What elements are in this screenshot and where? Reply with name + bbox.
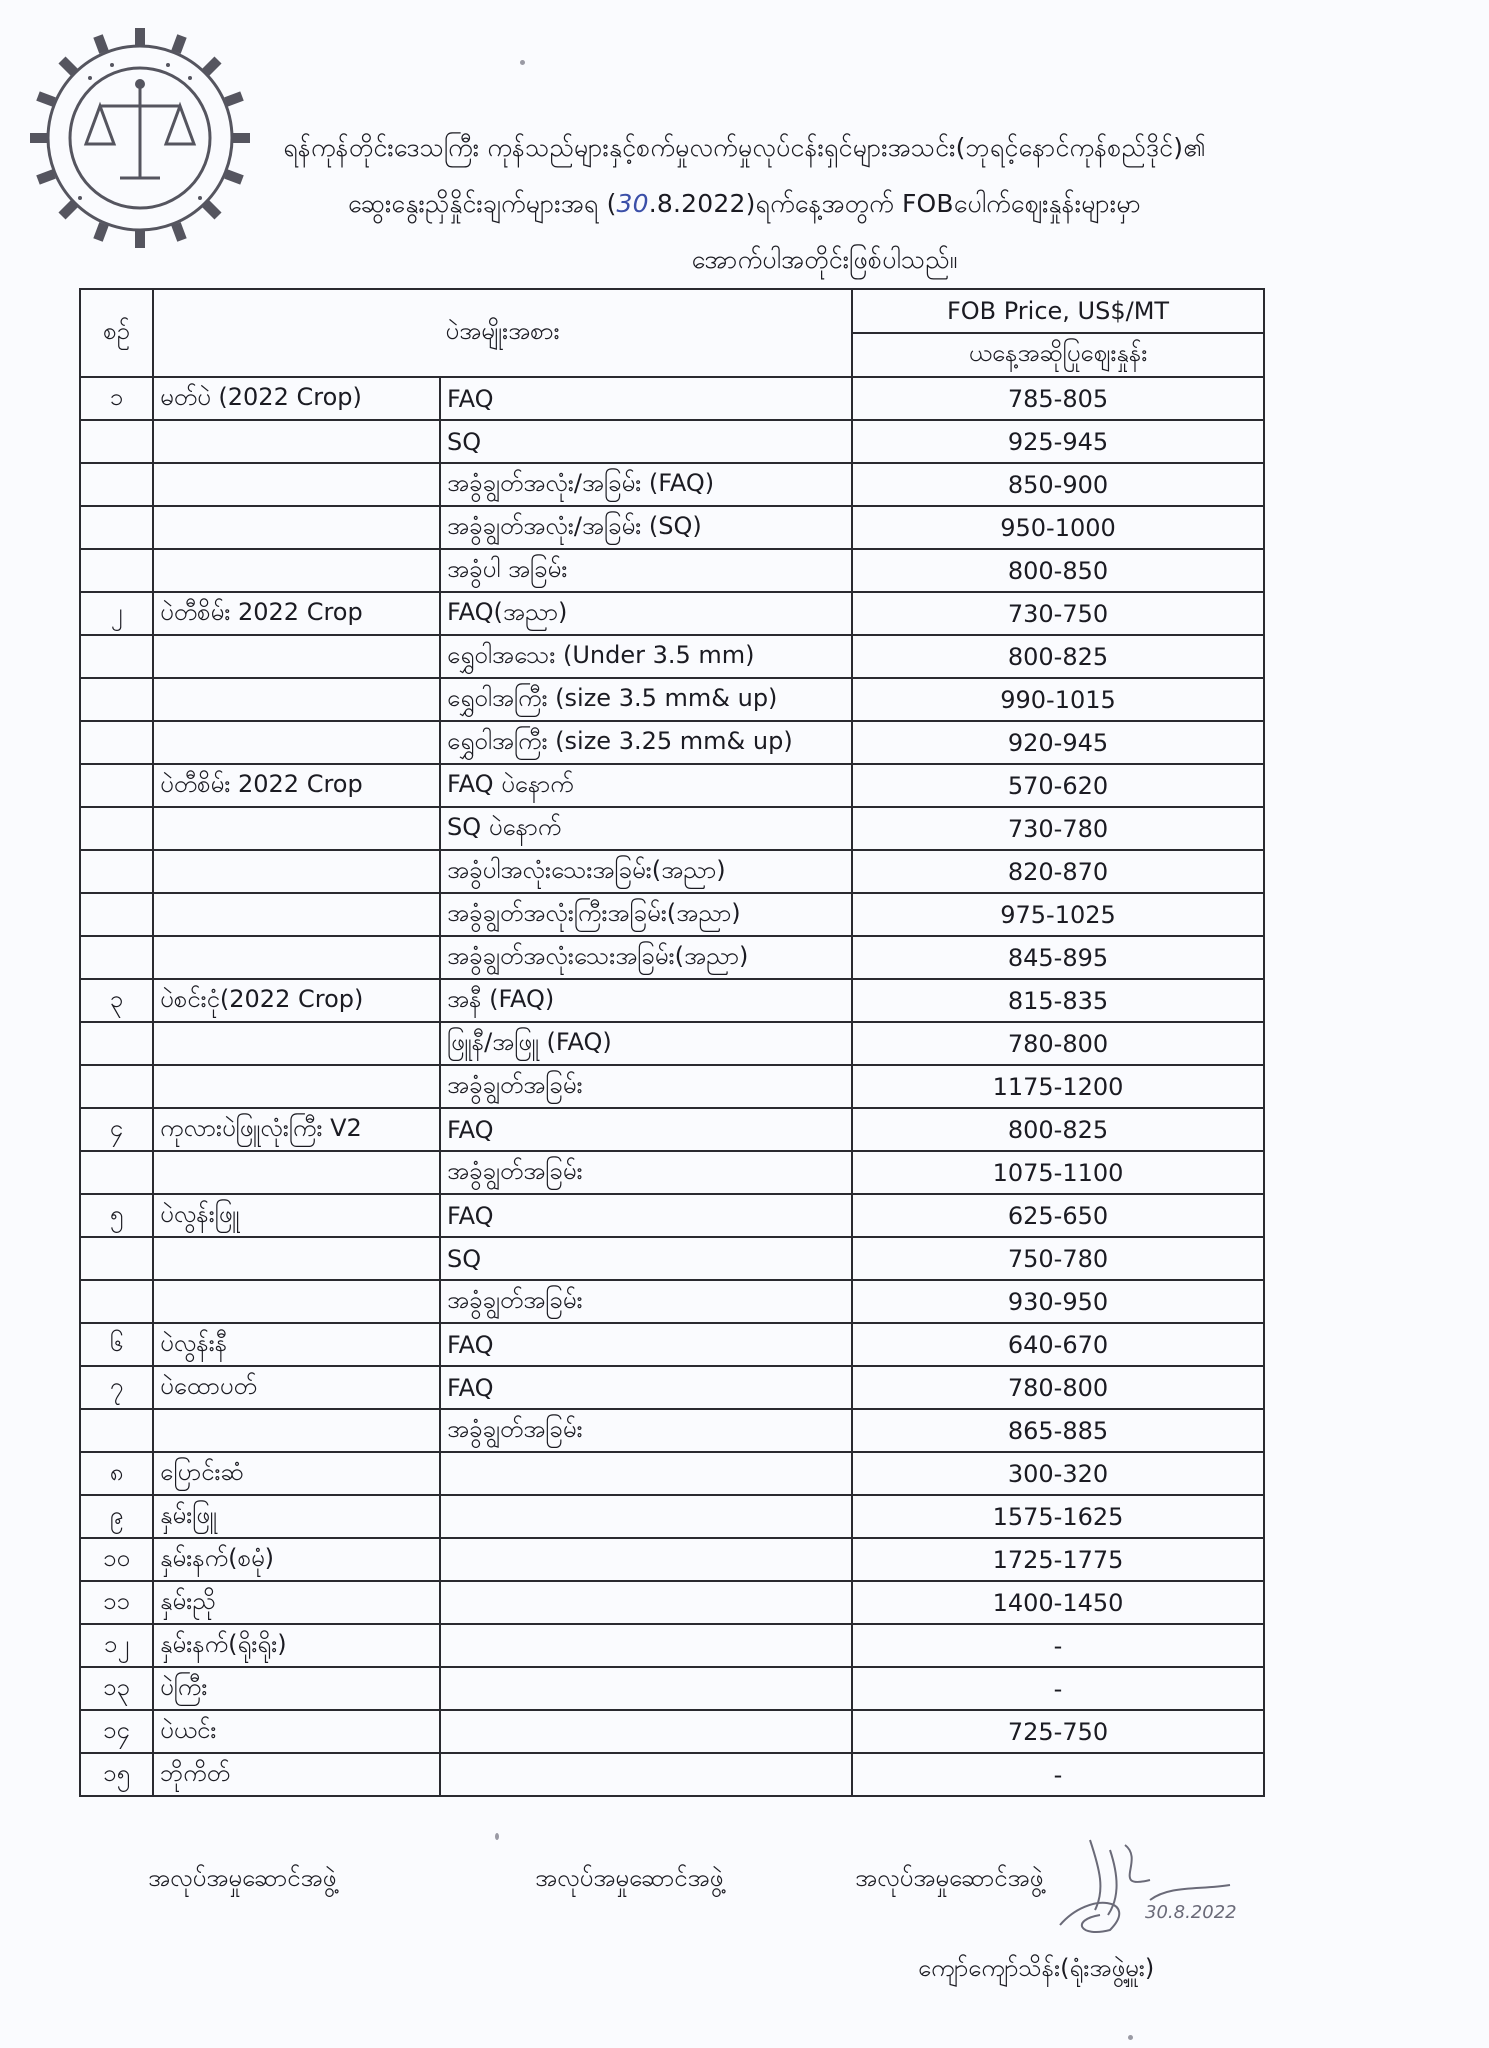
heading-line-1: ရန်ကုန်တိုင်းဒေသကြီး ကုန်သည်များနှင့်စက်မှုလက်မှုလုပ်ငန်းရှင်များအသင်း(ဘုရင့်နောင်ကုန်စည်ဒိုင်)၏ [283, 133, 1206, 162]
price-cell: 950-1000 [852, 506, 1264, 549]
officer-name: ကျော်ကျော်သိန်း(ရုံးအဖွဲ့မှူး) [918, 1954, 1155, 1982]
grade-cell: FAQ [440, 1108, 852, 1151]
table-row [80, 1495, 1264, 1538]
serial-no-cell: ၈ [80, 1452, 153, 1495]
bean-name-cell: နှမ်းနက်(ရိုးရိုး) [153, 1624, 440, 1667]
table-row [80, 1667, 1264, 1710]
bean-name-cell: ပဲတီစိမ်း 2022 Crop [153, 592, 440, 635]
serial-no-cell [80, 721, 153, 764]
header-fob-price: FOB Price, US$/MT [852, 289, 1264, 333]
serial-no-cell: ၇ [80, 1366, 153, 1409]
fob-price-table [79, 288, 1265, 1797]
grade-cell [440, 1538, 852, 1581]
bean-name-cell: ပဲစင်းငုံ(2022 Crop) [153, 979, 440, 1022]
table-row [80, 1280, 1264, 1323]
table-row [80, 1409, 1264, 1452]
table-row [80, 1022, 1264, 1065]
bean-name-cell: ပဲကြီး [153, 1667, 440, 1710]
table-row [80, 1753, 1264, 1796]
bean-name-cell: မတ်ပဲ (2022 Crop) [153, 377, 440, 420]
table-row [80, 1538, 1264, 1581]
serial-no-cell: ၂ [80, 592, 153, 635]
signature-label-3: အလုပ်အမှုဆောင်အဖွဲ့ [855, 1864, 1044, 1892]
bean-name-cell: နှမ်းနက်(စမုံ) [153, 1538, 440, 1581]
handwritten-signature-icon [1050, 1830, 1250, 1940]
bean-name-cell: ပဲယင်း [153, 1710, 440, 1753]
serial-no-cell: ၁၀ [80, 1538, 153, 1581]
table-row [80, 377, 1264, 420]
bean-name-cell: ပဲတီစိမ်း 2022 Crop [153, 764, 440, 807]
serial-no-cell [80, 850, 153, 893]
table-row [80, 592, 1264, 635]
grade-cell: အခွံချွတ်အခြမ်း [440, 1409, 852, 1452]
table-row [80, 1194, 1264, 1237]
price-cell: 730-750 [852, 592, 1264, 635]
serial-no-cell: ၁၅ [80, 1753, 153, 1796]
price-cell: 1175-1200 [852, 1065, 1264, 1108]
bean-name-cell [153, 463, 440, 506]
serial-no-cell: ၅ [80, 1194, 153, 1237]
table-row [80, 1581, 1264, 1624]
bean-name-cell [153, 1151, 440, 1194]
grade-cell [440, 1452, 852, 1495]
grade-cell: ရွှေဝါအကြီး (size 3.25 mm& up) [440, 721, 852, 764]
bean-name-cell [153, 893, 440, 936]
heading-line-2-suffix: .8.2022)ရက်နေ့အတွက် FOBပေါက်ဈေးနှုန်းများမှာ [648, 189, 1141, 218]
signature-label-2: အလုပ်အမှုဆောင်အဖွဲ့ [535, 1864, 724, 1892]
bean-name-cell [153, 936, 440, 979]
price-cell: 300-320 [852, 1452, 1264, 1495]
serial-no-cell: ၁ [80, 377, 153, 420]
header-serial-no: စဉ် [80, 289, 153, 377]
grade-cell: FAQ [440, 1323, 852, 1366]
table-row [80, 1323, 1264, 1366]
table-row [80, 1065, 1264, 1108]
bean-name-cell: ပဲလွန်းဖြူ [153, 1194, 440, 1237]
serial-no-cell: ၄ [80, 1108, 153, 1151]
scan-speck [495, 1833, 499, 1840]
grade-cell [440, 1667, 852, 1710]
table-row [80, 420, 1264, 463]
bean-name-cell [153, 420, 440, 463]
grade-cell [440, 1624, 852, 1667]
serial-no-cell [80, 893, 153, 936]
serial-no-cell: ၉ [80, 1495, 153, 1538]
serial-no-cell [80, 506, 153, 549]
price-cell: 780-800 [852, 1366, 1264, 1409]
grade-cell: FAQ ပဲနောက် [440, 764, 852, 807]
grade-cell: SQ [440, 1237, 852, 1280]
grade-cell: အခွံချွတ်အလုံး/အခြမ်း (FAQ) [440, 463, 852, 506]
price-cell: 785-805 [852, 377, 1264, 420]
grade-cell [440, 1753, 852, 1796]
bean-name-cell [153, 721, 440, 764]
bean-name-cell [153, 1409, 440, 1452]
table-row [80, 1710, 1264, 1753]
grade-cell: FAQ [440, 1194, 852, 1237]
heading-handwritten-date: 30 [616, 189, 649, 218]
serial-no-cell [80, 1022, 153, 1065]
grade-cell: အခွံချွတ်အလုံးသေးအခြမ်း(အညာ) [440, 936, 852, 979]
grade-cell: အခွံချွတ်အလုံးကြီးအခြမ်း(အညာ) [440, 893, 852, 936]
price-cell: 725-750 [852, 1710, 1264, 1753]
grade-cell: အနီ (FAQ) [440, 979, 852, 1022]
header-proposed-price: ယနေ့အဆိုပြုဈေးနှုန်း [852, 333, 1264, 377]
grade-cell [440, 1495, 852, 1538]
serial-no-cell [80, 678, 153, 721]
table-row [80, 1366, 1264, 1409]
heading-line-2 [0, 188, 1489, 225]
grade-cell: အခွံပါ အခြမ်း [440, 549, 852, 592]
grade-cell [440, 1710, 852, 1753]
table-row [80, 1237, 1264, 1280]
price-cell: 730-780 [852, 807, 1264, 850]
bean-name-cell [153, 678, 440, 721]
bean-name-cell [153, 506, 440, 549]
table-row [80, 463, 1264, 506]
table-row [80, 549, 1264, 592]
table-row [80, 1624, 1264, 1667]
serial-no-cell [80, 1065, 153, 1108]
price-cell: 570-620 [852, 764, 1264, 807]
table-header [80, 289, 1264, 377]
bean-name-cell [153, 807, 440, 850]
grade-cell: FAQ(အညာ) [440, 592, 852, 635]
bean-name-cell [153, 850, 440, 893]
price-cell: 625-650 [852, 1194, 1264, 1237]
table-row [80, 721, 1264, 764]
scan-speck [520, 60, 525, 65]
bean-name-cell: ပဲလွန်းနီ [153, 1323, 440, 1366]
price-cell: 750-780 [852, 1237, 1264, 1280]
price-cell: 975-1025 [852, 893, 1264, 936]
heading-line-2-prefix: ဆွေးနွေးညှိနှိုင်းချက်များအရ ( [348, 189, 617, 218]
grade-cell: အခွံချွတ်အခြမ်း [440, 1280, 852, 1323]
grade-cell: ဖြူနီ/အဖြူ (FAQ) [440, 1022, 852, 1065]
price-cell: 815-835 [852, 979, 1264, 1022]
grade-cell: အခွံချွတ်အလုံး/အခြမ်း (SQ) [440, 506, 852, 549]
bean-name-cell: ဘိုကိတ် [153, 1753, 440, 1796]
grade-cell [440, 1581, 852, 1624]
table-row [80, 1151, 1264, 1194]
price-cell: 920-945 [852, 721, 1264, 764]
price-cell: - [852, 1667, 1264, 1710]
bean-name-cell [153, 635, 440, 678]
price-cell: - [852, 1624, 1264, 1667]
signature-label-1: အလုပ်အမှုဆောင်အဖွဲ့ [148, 1864, 337, 1892]
table-row [80, 893, 1264, 936]
serial-no-cell [80, 1237, 153, 1280]
price-cell: 850-900 [852, 463, 1264, 506]
bean-name-cell [153, 1237, 440, 1280]
serial-no-cell [80, 1409, 153, 1452]
price-cell: 1075-1100 [852, 1151, 1264, 1194]
bean-name-cell: ပဲထောပတ် [153, 1366, 440, 1409]
serial-no-cell [80, 936, 153, 979]
price-cell: 800-850 [852, 549, 1264, 592]
table-row [80, 506, 1264, 549]
serial-no-cell [80, 764, 153, 807]
serial-no-cell: ၆ [80, 1323, 153, 1366]
bean-name-cell: ကုလားပဲဖြူလုံးကြီး V2 [153, 1108, 440, 1151]
price-cell: 925-945 [852, 420, 1264, 463]
serial-no-cell [80, 549, 153, 592]
price-cell: 845-895 [852, 936, 1264, 979]
serial-no-cell: ၁၂ [80, 1624, 153, 1667]
grade-cell: အခွံပါအလုံးသေးအခြမ်း(အညာ) [440, 850, 852, 893]
grade-cell: ရွှေဝါအသေး (Under 3.5 mm) [440, 635, 852, 678]
serial-no-cell [80, 807, 153, 850]
price-cell: 1725-1775 [852, 1538, 1264, 1581]
serial-no-cell [80, 463, 153, 506]
table-row [80, 979, 1264, 1022]
serial-no-cell: ၁၄ [80, 1710, 153, 1753]
serial-no-cell: ၁၃ [80, 1667, 153, 1710]
price-cell: 800-825 [852, 1108, 1264, 1151]
price-cell: 640-670 [852, 1323, 1264, 1366]
serial-no-cell [80, 1280, 153, 1323]
price-cell: 780-800 [852, 1022, 1264, 1065]
serial-no-cell [80, 1151, 153, 1194]
table-row [80, 635, 1264, 678]
serial-no-cell: ၁၁ [80, 1581, 153, 1624]
price-cell: 800-825 [852, 635, 1264, 678]
grade-cell: အခွံချွတ်အခြမ်း [440, 1065, 852, 1108]
price-cell: - [852, 1753, 1264, 1796]
price-cell: 1400-1450 [852, 1581, 1264, 1624]
grade-cell: SQ ပဲနောက် [440, 807, 852, 850]
table-row [80, 678, 1264, 721]
bean-name-cell [153, 1280, 440, 1323]
scan-speck [1128, 2035, 1133, 2040]
table-row [80, 1452, 1264, 1495]
bean-name-cell: ပြောင်းဆံ [153, 1452, 440, 1495]
grade-cell: SQ [440, 420, 852, 463]
serial-no-cell [80, 420, 153, 463]
price-cell: 820-870 [852, 850, 1264, 893]
price-cell: 930-950 [852, 1280, 1264, 1323]
grade-cell: အခွံချွတ်အခြမ်း [440, 1151, 852, 1194]
price-cell: 990-1015 [852, 678, 1264, 721]
bean-name-cell [153, 1022, 440, 1065]
table-row [80, 850, 1264, 893]
bean-name-cell [153, 549, 440, 592]
price-cell: 1575-1625 [852, 1495, 1264, 1538]
table-row [80, 1108, 1264, 1151]
grade-cell: ရွှေဝါအကြီး (size 3.5 mm& up) [440, 678, 852, 721]
grade-cell: FAQ [440, 377, 852, 420]
table-row [80, 807, 1264, 850]
serial-no-cell: ၃ [80, 979, 153, 1022]
bean-name-cell [153, 1065, 440, 1108]
grade-cell: FAQ [440, 1366, 852, 1409]
bean-name-cell: နှမ်းဖြူ [153, 1495, 440, 1538]
table-row [80, 764, 1264, 807]
table-row [80, 936, 1264, 979]
price-cell: 865-885 [852, 1409, 1264, 1452]
table-body [80, 377, 1264, 1796]
serial-no-cell [80, 635, 153, 678]
signature-date: 30.8.2022 [1145, 1902, 1237, 1923]
bean-name-cell: နှမ်းညို [153, 1581, 440, 1624]
heading-line-3: အောက်ပါအတိုင်းဖြစ်ပါသည်။ [691, 245, 958, 274]
header-bean-type: ပဲအမျိုးအစား [153, 289, 852, 377]
